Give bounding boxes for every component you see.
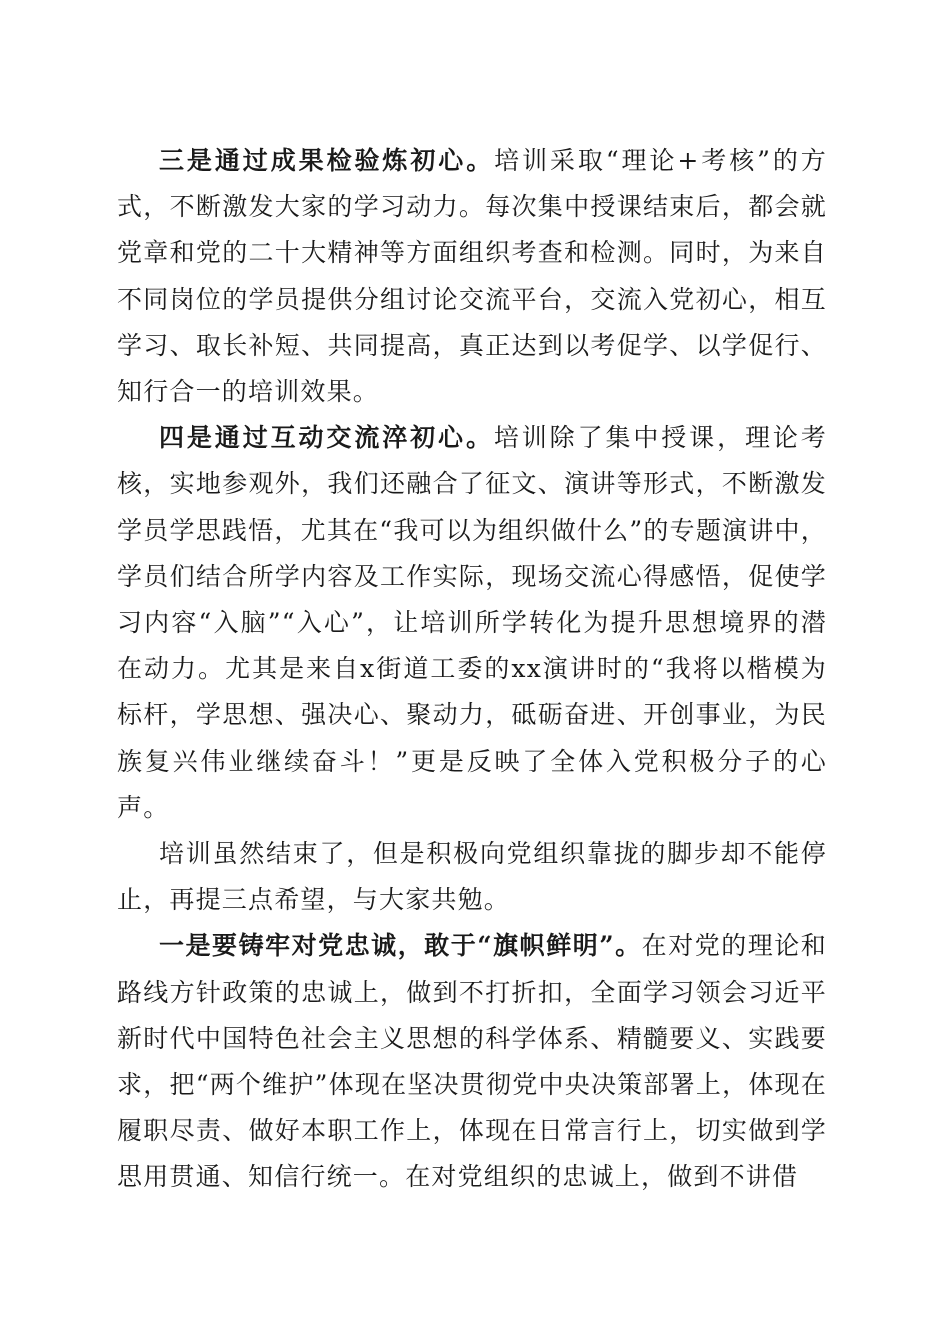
paragraph-3-body: 培训虽然结束了，但是积极向党组织靠拢的脚步却不能停止，再提三点希望，与大家共勉。	[117, 839, 827, 915]
paragraph-4-lead: 一是要铸牢对党忠诚，敢于“旗帜鲜明”。	[159, 931, 642, 961]
paragraph-1-lead: 三是通过成果检验炼初心。	[159, 146, 495, 175]
paragraph-4-body: 在对党的理论和路线方针政策的忠诚上，做到不打折扣，全面学习领会习近平新时代中国特色社会主义思想的科学体系、精髓要义、实践要求，把“两个维护”体现在坚决贯彻党中央决策部署上，体现在履职尽责、做好本职工作上，体现在日常言行上，切实做到学思用贯通、知信行统一。在对党组织的忠诚上，做到不讲借	[117, 931, 828, 1192]
paragraph-1-body: 培训采取“理论+考核”的方式，不断激发大家的学习动力。每次集中授课结束后，都会就党章和党的二十大精神等方面组织考查和检测。同时，为来自不同岗位的学员提供分组讨论交流平台，交流入党初心，相互学习、取长补短、共同提高，真正达到以考促学、以学促行、知行合一的培训效果。	[117, 146, 827, 407]
paragraph-1	[117, 138, 827, 415]
paragraph-2-lead: 四是通过互动交流淬初心。	[159, 423, 494, 453]
paragraph-4	[117, 923, 827, 1200]
paragraph-2	[117, 415, 827, 831]
document-body	[117, 138, 827, 1201]
paragraph-2-body: 培训除了集中授课，理论考核，实地参观外，我们还融合了征文、演讲等形式，不断激发学员学思践悟，尤其在“我可以为组织做什么”的专题演讲中，学员们结合所学内容及工作实际，现场交流心得感悟，促使学习内容“入脑”“入心”，让培训所学转化为提升思想境界的潜在动力。尤其是来自x街道工委的xx演讲时的“我将以楷模为标杆，学思想、强决心、聚动力，砥砺奋进、开创事业，为民族复兴伟业继续奋斗！”更是反映了全体入党积极分子的心声。	[117, 423, 828, 822]
paragraph-3	[117, 831, 827, 923]
